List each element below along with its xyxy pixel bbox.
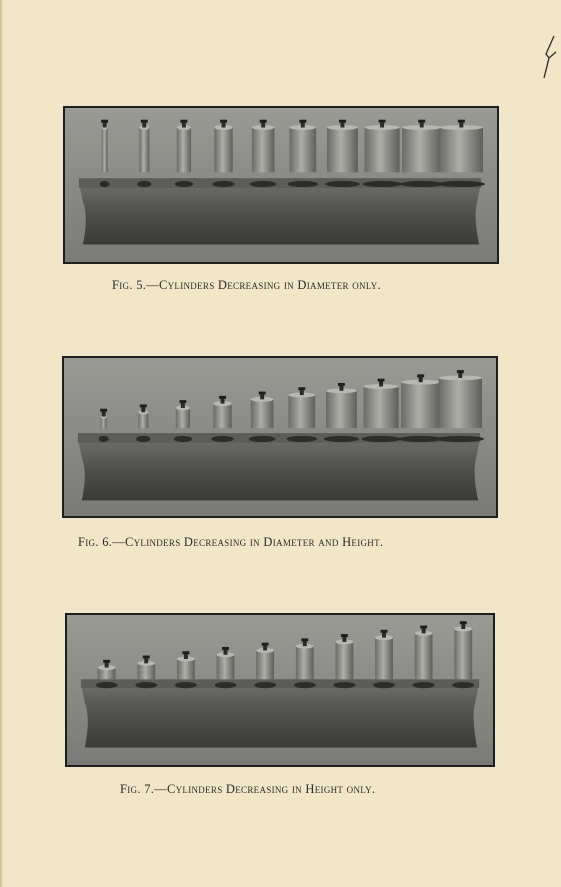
knob-cap bbox=[418, 120, 425, 123]
knob-cap bbox=[417, 374, 424, 377]
knob-cap bbox=[179, 400, 186, 403]
knob-cap bbox=[458, 120, 465, 123]
knob-cap bbox=[378, 379, 385, 382]
cylinder bbox=[365, 127, 400, 172]
cylinder bbox=[213, 404, 231, 429]
hole bbox=[99, 436, 109, 442]
hole bbox=[174, 436, 192, 442]
cylinder bbox=[439, 378, 482, 428]
cylinder bbox=[289, 127, 316, 172]
knob-cap bbox=[103, 660, 110, 663]
hole bbox=[362, 436, 401, 442]
knob-cap bbox=[182, 651, 189, 654]
knob-cap bbox=[457, 370, 464, 373]
hole bbox=[212, 181, 234, 187]
cylinder bbox=[440, 127, 483, 172]
hole bbox=[135, 682, 157, 688]
knob-cap bbox=[100, 409, 107, 412]
figure-6-illustration bbox=[64, 358, 496, 516]
hole bbox=[249, 436, 276, 442]
hole bbox=[325, 181, 360, 187]
knob-cap bbox=[301, 638, 308, 641]
hole bbox=[400, 181, 443, 187]
cylinder bbox=[214, 127, 232, 172]
hole bbox=[136, 436, 150, 442]
cylinder bbox=[177, 659, 195, 679]
hole bbox=[175, 682, 197, 688]
knob-cap bbox=[101, 120, 108, 123]
figure-6-photo bbox=[62, 356, 498, 518]
cylinder bbox=[256, 650, 274, 679]
hole bbox=[294, 682, 316, 688]
cylinder bbox=[176, 408, 190, 428]
hole bbox=[324, 436, 359, 442]
hole bbox=[175, 181, 193, 187]
figure-6-caption: Fig. 6.—Cylinders Decreasing in Diameter and Height. bbox=[78, 535, 384, 549]
knob-cap bbox=[219, 396, 226, 399]
knob-cap bbox=[338, 383, 345, 386]
figure-7-caption: Fig. 7.—Cylinders Decreasing in Height only. bbox=[120, 782, 376, 796]
knob-cap bbox=[180, 120, 187, 123]
knob-cap bbox=[260, 120, 267, 123]
knob-cap bbox=[141, 120, 148, 123]
knob-cap bbox=[143, 656, 150, 659]
cylinder bbox=[402, 127, 441, 172]
hole bbox=[413, 682, 435, 688]
hole bbox=[100, 181, 110, 187]
cylinder bbox=[139, 127, 149, 172]
pencil-mark bbox=[540, 30, 558, 82]
cylinder bbox=[251, 399, 274, 428]
knob-cap bbox=[420, 626, 427, 629]
figure-5-illustration bbox=[65, 108, 497, 262]
cylinder bbox=[454, 629, 472, 679]
hole bbox=[373, 682, 395, 688]
knob-cap bbox=[379, 120, 386, 123]
knob-cap bbox=[381, 630, 388, 633]
cylinder bbox=[102, 127, 108, 172]
figure-7-illustration bbox=[67, 615, 493, 765]
hole bbox=[250, 181, 277, 187]
knob-cap bbox=[298, 387, 305, 390]
hole bbox=[96, 682, 118, 688]
knob-cap bbox=[140, 404, 147, 407]
knob-cap bbox=[339, 120, 346, 123]
figure-5-caption: Fig. 5.—Cylinders Decreasing in Diameter only. bbox=[112, 278, 381, 292]
hole bbox=[215, 682, 237, 688]
cylinder bbox=[177, 127, 191, 172]
knob-cap bbox=[222, 647, 229, 650]
hole bbox=[437, 436, 484, 442]
hole bbox=[452, 682, 474, 688]
knob-cap bbox=[460, 621, 467, 624]
cylinder bbox=[217, 655, 235, 680]
hole bbox=[333, 682, 355, 688]
figure-5-photo bbox=[63, 106, 499, 264]
hole bbox=[363, 181, 402, 187]
hole bbox=[137, 181, 151, 187]
hole bbox=[254, 682, 276, 688]
page-edge bbox=[0, 0, 3, 887]
cylinder bbox=[296, 646, 314, 679]
cylinder bbox=[364, 386, 399, 428]
cylinder bbox=[375, 638, 393, 680]
cylinder bbox=[327, 127, 358, 172]
knob-cap bbox=[220, 120, 227, 123]
cylinder bbox=[252, 127, 275, 172]
cylinder bbox=[288, 395, 315, 428]
figure-7-photo bbox=[65, 613, 495, 767]
hole bbox=[438, 181, 485, 187]
knob-cap bbox=[262, 643, 269, 646]
hole bbox=[287, 181, 318, 187]
knob-cap bbox=[299, 120, 306, 123]
knob-cap bbox=[259, 392, 266, 395]
hole bbox=[399, 436, 442, 442]
cylinder bbox=[415, 633, 433, 679]
hole bbox=[211, 436, 233, 442]
cylinder bbox=[326, 391, 357, 428]
knob-cap bbox=[341, 634, 348, 637]
cylinder bbox=[335, 642, 353, 679]
hole bbox=[286, 436, 317, 442]
cylinder bbox=[401, 382, 440, 428]
